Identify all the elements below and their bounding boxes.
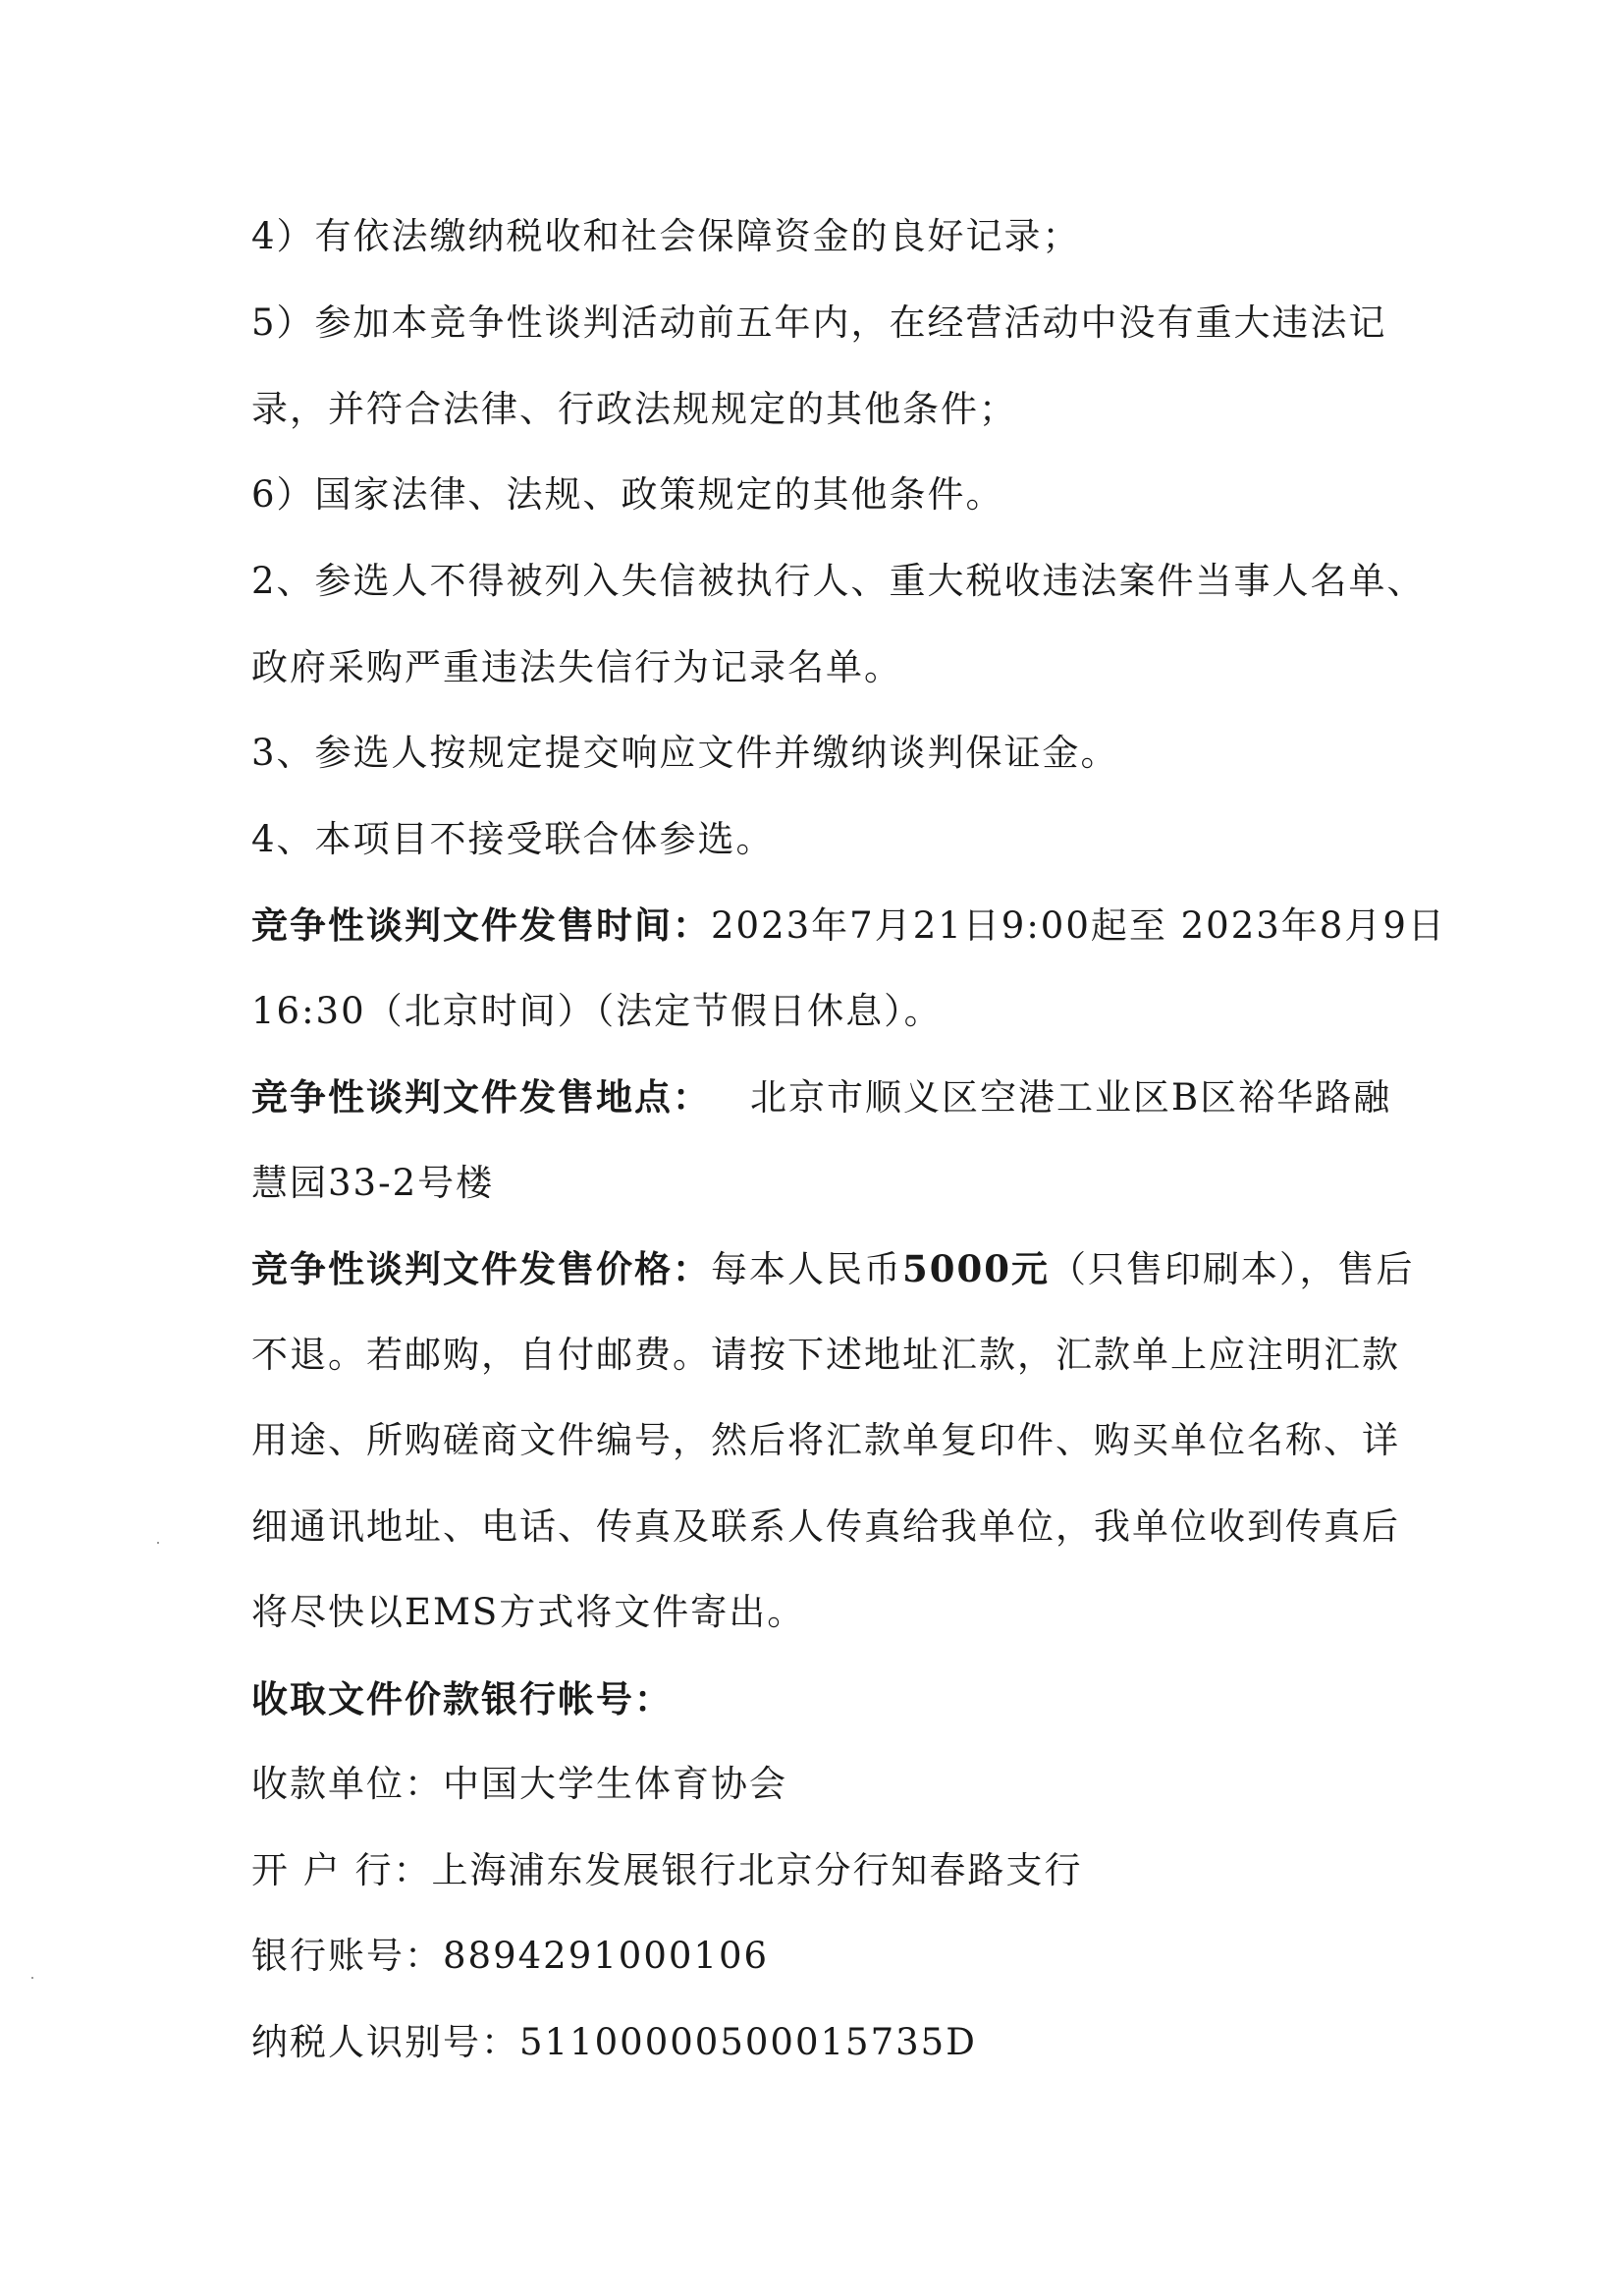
- sale-price-line-3: 用途、所购磋商文件编号，然后将汇款单复印件、购买单位名称、详: [251, 1419, 1400, 1461]
- bank-name: 开 户 行：上海浦东发展银行北京分行知春路支行: [251, 1849, 1083, 1891]
- sale-price-post: （只售印刷本），售后: [1049, 1248, 1415, 1290]
- scan-speck: [157, 1542, 159, 1544]
- sale-time-line-1: [251, 903, 1446, 948]
- item-2-line-2: 政府采购严重违法失信行为记录名单。: [251, 646, 902, 688]
- sale-place-label: 竞争性谈判文件发售地点：: [251, 1075, 711, 1119]
- sale-time-line-2: 16:30（北京时间）（法定节假日休息）。: [251, 990, 943, 1032]
- sale-price-pre: 每本人民币: [711, 1248, 902, 1290]
- clause-4-tax-record: 4）有依法缴纳税收和社会保障资金的良好记录；: [251, 215, 1081, 257]
- clause-5-line-1: 5）参加本竞争性谈判活动前五年内，在经营活动中没有重大违法记: [251, 301, 1387, 344]
- sale-price-line-1: [251, 1247, 1415, 1291]
- sale-place-line-2: 慧园33-2号楼: [251, 1162, 495, 1204]
- sale-price-line-2: 不退。若邮购，自付邮费。请按下述地址汇款，汇款单上应注明汇款: [251, 1334, 1400, 1376]
- sale-place-value: 北京市顺义区空港工业区B区裕华路融: [750, 1076, 1392, 1119]
- sale-price-line-5: 将尽快以EMS方式将文件寄出。: [251, 1591, 806, 1633]
- item-4-no-consortium: 4、本项目不接受联合体参选。: [251, 818, 775, 860]
- clause-6-other-conditions: 6）国家法律、法规、政策规定的其他条件。: [251, 473, 1004, 516]
- clause-5-line-2: 录，并符合法律、行政法规规定的其他条件；: [251, 388, 1017, 430]
- sale-time-label: 竞争性谈判文件发售时间：: [251, 903, 711, 947]
- scan-speck: [31, 1977, 33, 1979]
- bank-payee: 收款单位：中国大学生体育协会: [251, 1763, 787, 1805]
- sale-price-line-4: 细通讯地址、电话、传真及联系人传真给我单位，我单位收到传真后: [251, 1505, 1400, 1548]
- bank-account: 银行账号：8894291000106: [251, 1935, 770, 1977]
- item-3-submission: 3、参选人按规定提交响应文件并缴纳谈判保证金。: [251, 732, 1119, 774]
- sale-time-value: 2023年7月21日9:00起至 2023年8月9日: [711, 904, 1446, 947]
- item-2-line-1: 2、参选人不得被列入失信被执行人、重大税收违法案件当事人名单、: [251, 560, 1426, 602]
- sale-price-label: 竞争性谈判文件发售价格：: [251, 1247, 711, 1290]
- bank-tax-id: 纳税人识别号：51100000500015735D: [251, 2021, 977, 2063]
- sale-place-line-1: [251, 1075, 1390, 1120]
- sale-price-amount: 5000元: [902, 1247, 1050, 1290]
- bank-heading: 收取文件价款银行帐号：: [251, 1677, 673, 1721]
